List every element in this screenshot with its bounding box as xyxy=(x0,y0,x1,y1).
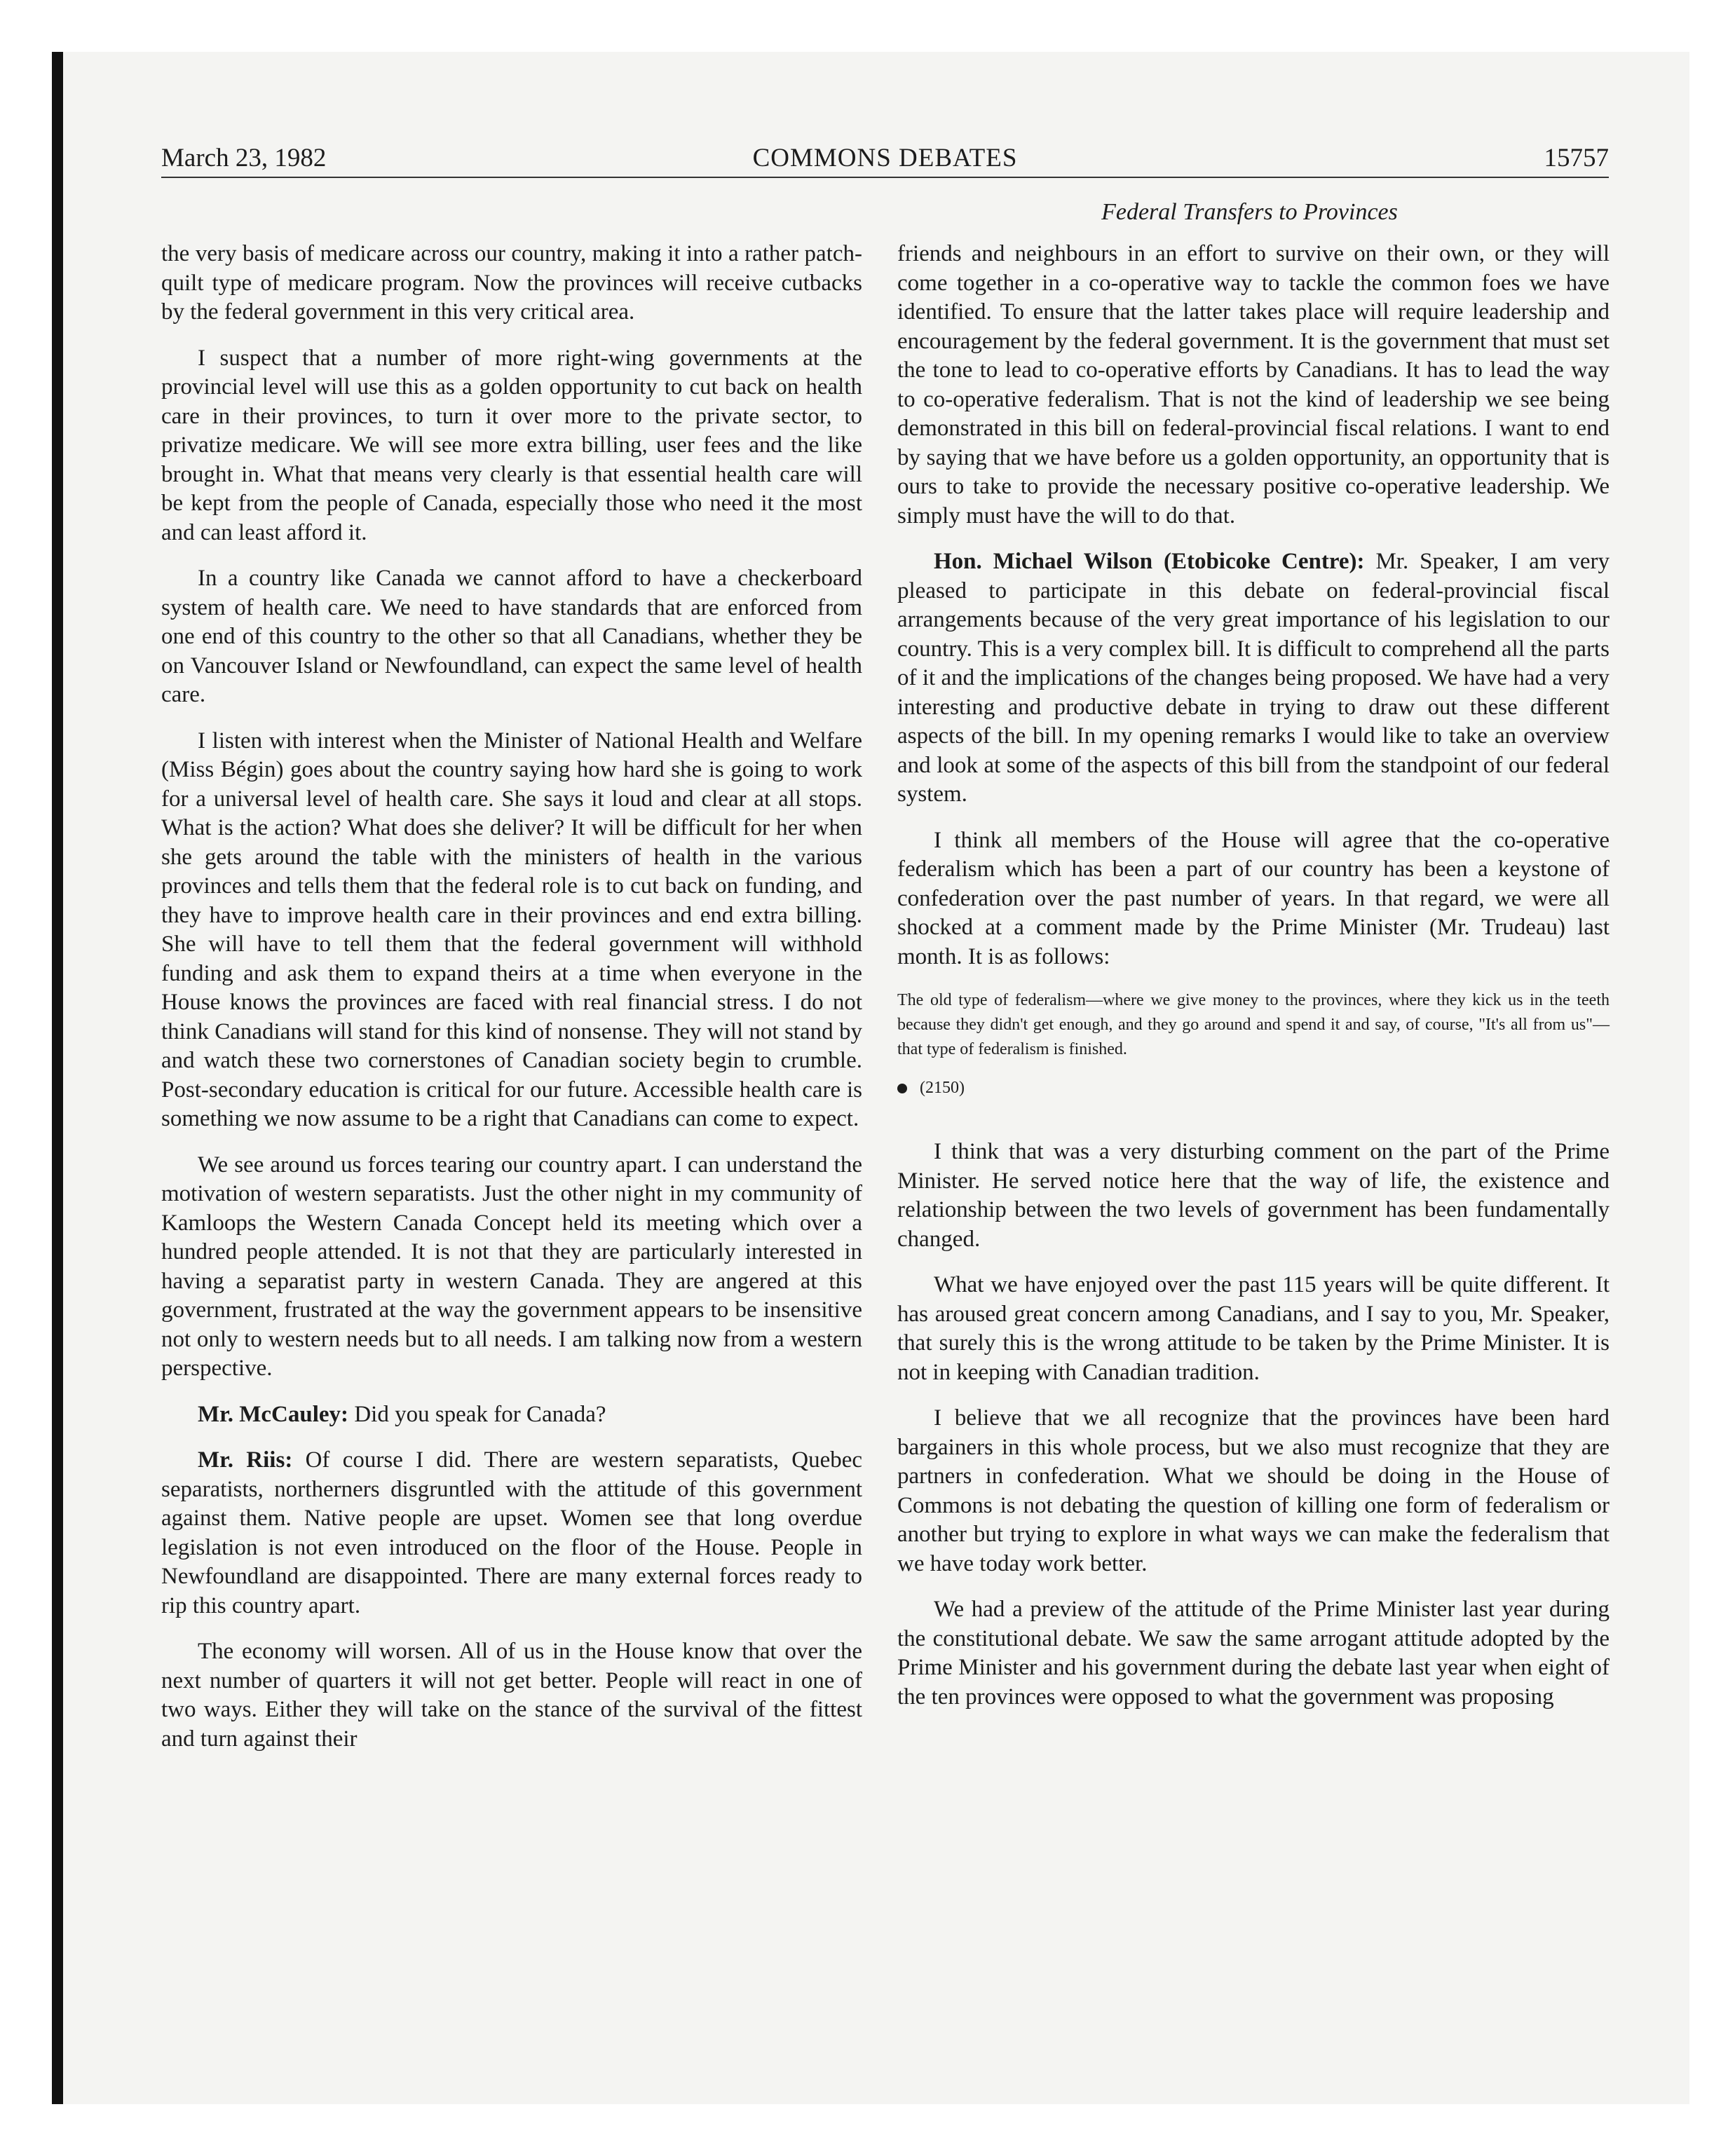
speaker-name: Hon. Michael Wilson (Etobicoke Centre): xyxy=(934,549,1365,574)
paragraph: the very basis of medicare across our country, making it into a rather patch-quilt type of medicare program. Now the provinces will receive cutbacks by the federal government in this very critical area. xyxy=(161,241,862,325)
speech-paragraph xyxy=(897,547,1610,810)
header-page-number: 15757 xyxy=(1544,144,1609,172)
paragraph: I believe that we all recognize that the provinces have been hard bargainers in this whole process, but we also must recognize that they are partners in confederation. What we should be doing in the House of Commons is not debating the question of killing one form of federalism or another but trying to explore in what ways we can make the federalism that we have today work better. xyxy=(897,1405,1610,1576)
speech-text: Of course I did. There are western separatists, Quebec separatists, northerners disgruntled with the attitude of this government against them. Native people are upset. Women see that long overdue legislation is not even introduced on the floor of the House. People in Newfoundland are disappointed. There are many external forces ready to rip this country apart. xyxy=(161,1447,863,1618)
header-date: March 23, 1982 xyxy=(161,144,327,172)
speech-paragraph xyxy=(161,1446,862,1621)
running-head: Federal Transfers to Provinces xyxy=(1101,199,1398,225)
paragraph: I think all members of the House will agree that the co-operative federalism which has been a part of our country has been a keystone of confederation over the past number of years. In that regard, we were all shocked at a comment made by the Prime Minister (Mr. Trudeau) last month. It is as follows: xyxy=(897,827,1610,969)
block-quote: The old type of federalism—where we give money to the provinces, where they kick us in the teeth because they didn't get enough, and they go around and spend it and say, of course, "It's all from us"—that type of federalism is finished. xyxy=(897,991,1610,1058)
paragraph: We see around us forces tearing our country apart. I can understand the motivation of western separatists. Just the other night in my community of Kamloops the Western Canada Concept held its meeting which over a hundred people attended. It is not that they are particularly interested in having a separatist party in western Canada. They are angered at this government, frustrated at the way the government appears to be insensitive not only to western needs but to all needs. I am talking now from a western perspective. xyxy=(161,1152,862,1381)
header-title: COMMONS DEBATES xyxy=(752,144,1018,172)
paragraph: What we have enjoyed over the past 115 years will be quite different. It has aroused great concern among Canadians, and I say to you, Mr. Speaker, that surely this is the wrong attitude to be taken by the Prime Minister. It is not in keeping with Canadian tradition. xyxy=(897,1272,1610,1385)
time-marker xyxy=(897,1077,1610,1098)
paragraph: I think that was a very disturbing comment on the part of the Prime Minister. He served notice here that the way of life, the existence and relationship between the two levels of government has been fundamentally changed. xyxy=(897,1139,1610,1252)
paragraph: friends and neighbours in an effort to survive on their own, or they will come together in a co-operative way to tackle the common foes we have identified. To ensure that the latter takes place will require leadership and encouragement by the federal government. It is the government that must set the tone to lead to co-operative efforts by Canadians. It has to lead the way to co-operative federalism. That is not the kind of leadership we see being demonstrated in this bill on federal-provincial fiscal relations. I want to end by saying that we have before us a golden opportunity, an opportunity that is ours to take to provide the necessary positive co-operative leadership. We simply must have the will to do that. xyxy=(897,241,1610,528)
paragraph: In a country like Canada we cannot afford to have a checkerboard system of health care. We need to have standards that are enforced from one end of this country to the other so that all Canadians, whether they be on Vancouver Island or Newfoundland, can expect the same level of health care. xyxy=(161,566,862,707)
speech-text: Did you speak for Canada? xyxy=(348,1401,606,1427)
speaker-name: Mr. Riis: xyxy=(198,1447,293,1473)
left-column xyxy=(161,240,862,1770)
right-column xyxy=(897,240,1610,1728)
speech-paragraph xyxy=(161,1400,862,1430)
paragraph: I listen with interest when the Minister of National Health and Welfare (Miss Bégin) goes about the country saying how hard she is going to work for a universal level of health care. She says it loud and clear at all stops. What is the action? What does she deliver? It will be difficult for her when she gets around the table with the ministers of health in the various provinces and tells them that the federal role is to cut back on funding, and they have to improve health care in their provinces and end extra billing. She will have to tell them that the federal government will withhold funding and ask them to expand theirs at a time when everyone in the House knows the provinces are faced with real financial stress. I do not think Canadians will stand for this kind of nonsense. They will not stand by and watch these two cornerstones of Canadian society begin to crumble. Post-secondary education is critical for our future. Accessible health care is something we now assume to be a right that Canadians can come to expect. xyxy=(161,728,862,1131)
page-header xyxy=(161,143,1609,178)
time-marker-text: (2150) xyxy=(920,1079,965,1097)
speech-text: Mr. Speaker, I am very pleased to participate in this debate on federal-provincial fiscal arrangements because of the very great importance of his legislation to our country. This is a very complex bill. It is difficult to comprehend all the parts of it and the implications of the changes being proposed. We have had a very interesting and productive debate in trying to draw out these different aspects of the bill. In my opening remarks I would like to take an overview and look at some of the aspects of this bill from the standpoint of our federal system. xyxy=(897,549,1610,807)
bullet-icon xyxy=(897,1084,907,1093)
paragraph: We had a preview of the attitude of the Prime Minister last year during the constitutional debate. We saw the same arrogant attitude adopted by the Prime Minister and his government during the debate last year when eight of the ten provinces were opposed to what the government was proposing xyxy=(897,1597,1610,1710)
speaker-name: Mr. McCauley: xyxy=(198,1401,349,1427)
paragraph: The economy will worsen. All of us in the House know that over the next number of quarters it will not get better. People will react in one of two ways. Either they will take on the stance of the survival of the fittest and turn against their xyxy=(161,1639,862,1752)
paragraph: I suspect that a number of more right-wing governments at the provincial level will use this as a golden opportunity to cut back on health care in their provinces, to turn it over more to the private sector, to privatize medicare. We will see more extra billing, user fees and the like brought in. What that means very clearly is that essential health care will be kept from the people of Canada, especially those who need it the most and can least afford it. xyxy=(161,345,862,545)
